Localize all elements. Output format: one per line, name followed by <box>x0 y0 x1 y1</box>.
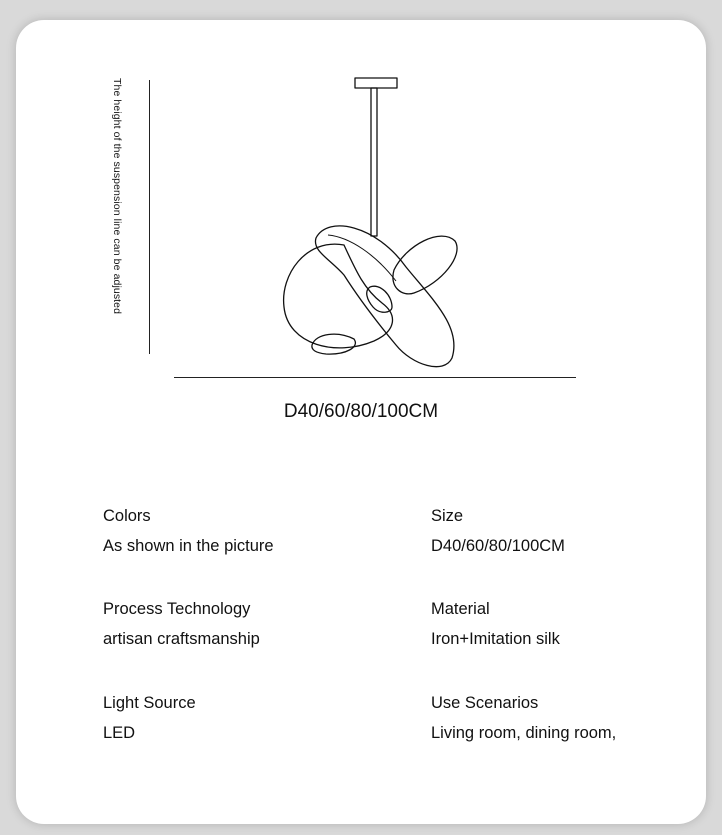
spec-label-light-source: Light Source <box>103 694 196 712</box>
spec-label-material: Material <box>431 600 490 618</box>
ribbon-fold <box>328 235 396 281</box>
spec-value-light-source: LED <box>103 724 136 742</box>
right-back-petal <box>393 236 457 294</box>
diameter-label: D40/60/80/100CM <box>283 401 439 422</box>
suspension-height-note: The height of the suspension line can be adjusted <box>111 78 123 315</box>
spec-value-material: Iron+Imitation silk <box>431 630 560 648</box>
spec-label-colors: Colors <box>103 507 151 525</box>
width-dimension-line <box>174 377 576 378</box>
spec-value-colors: As shown in the picture <box>103 537 274 555</box>
spec-value-scenarios: Living room, dining room, <box>431 724 617 742</box>
suspension-rod <box>371 88 377 236</box>
spec-label-scenarios: Use Scenarios <box>431 694 539 712</box>
front-ribbon-petal <box>315 226 454 367</box>
spec-label-process: Process Technology <box>103 600 251 618</box>
height-dimension-line <box>149 80 150 354</box>
spec-label-size: Size <box>431 507 464 525</box>
product-spec-card <box>16 20 706 824</box>
lower-petal <box>312 334 356 354</box>
ceiling-canopy <box>355 78 397 88</box>
spec-value-size: D40/60/80/100CM <box>431 537 565 555</box>
pendant-lamp-drawing <box>256 75 476 375</box>
spec-value-process: artisan craftsmanship <box>103 630 260 648</box>
